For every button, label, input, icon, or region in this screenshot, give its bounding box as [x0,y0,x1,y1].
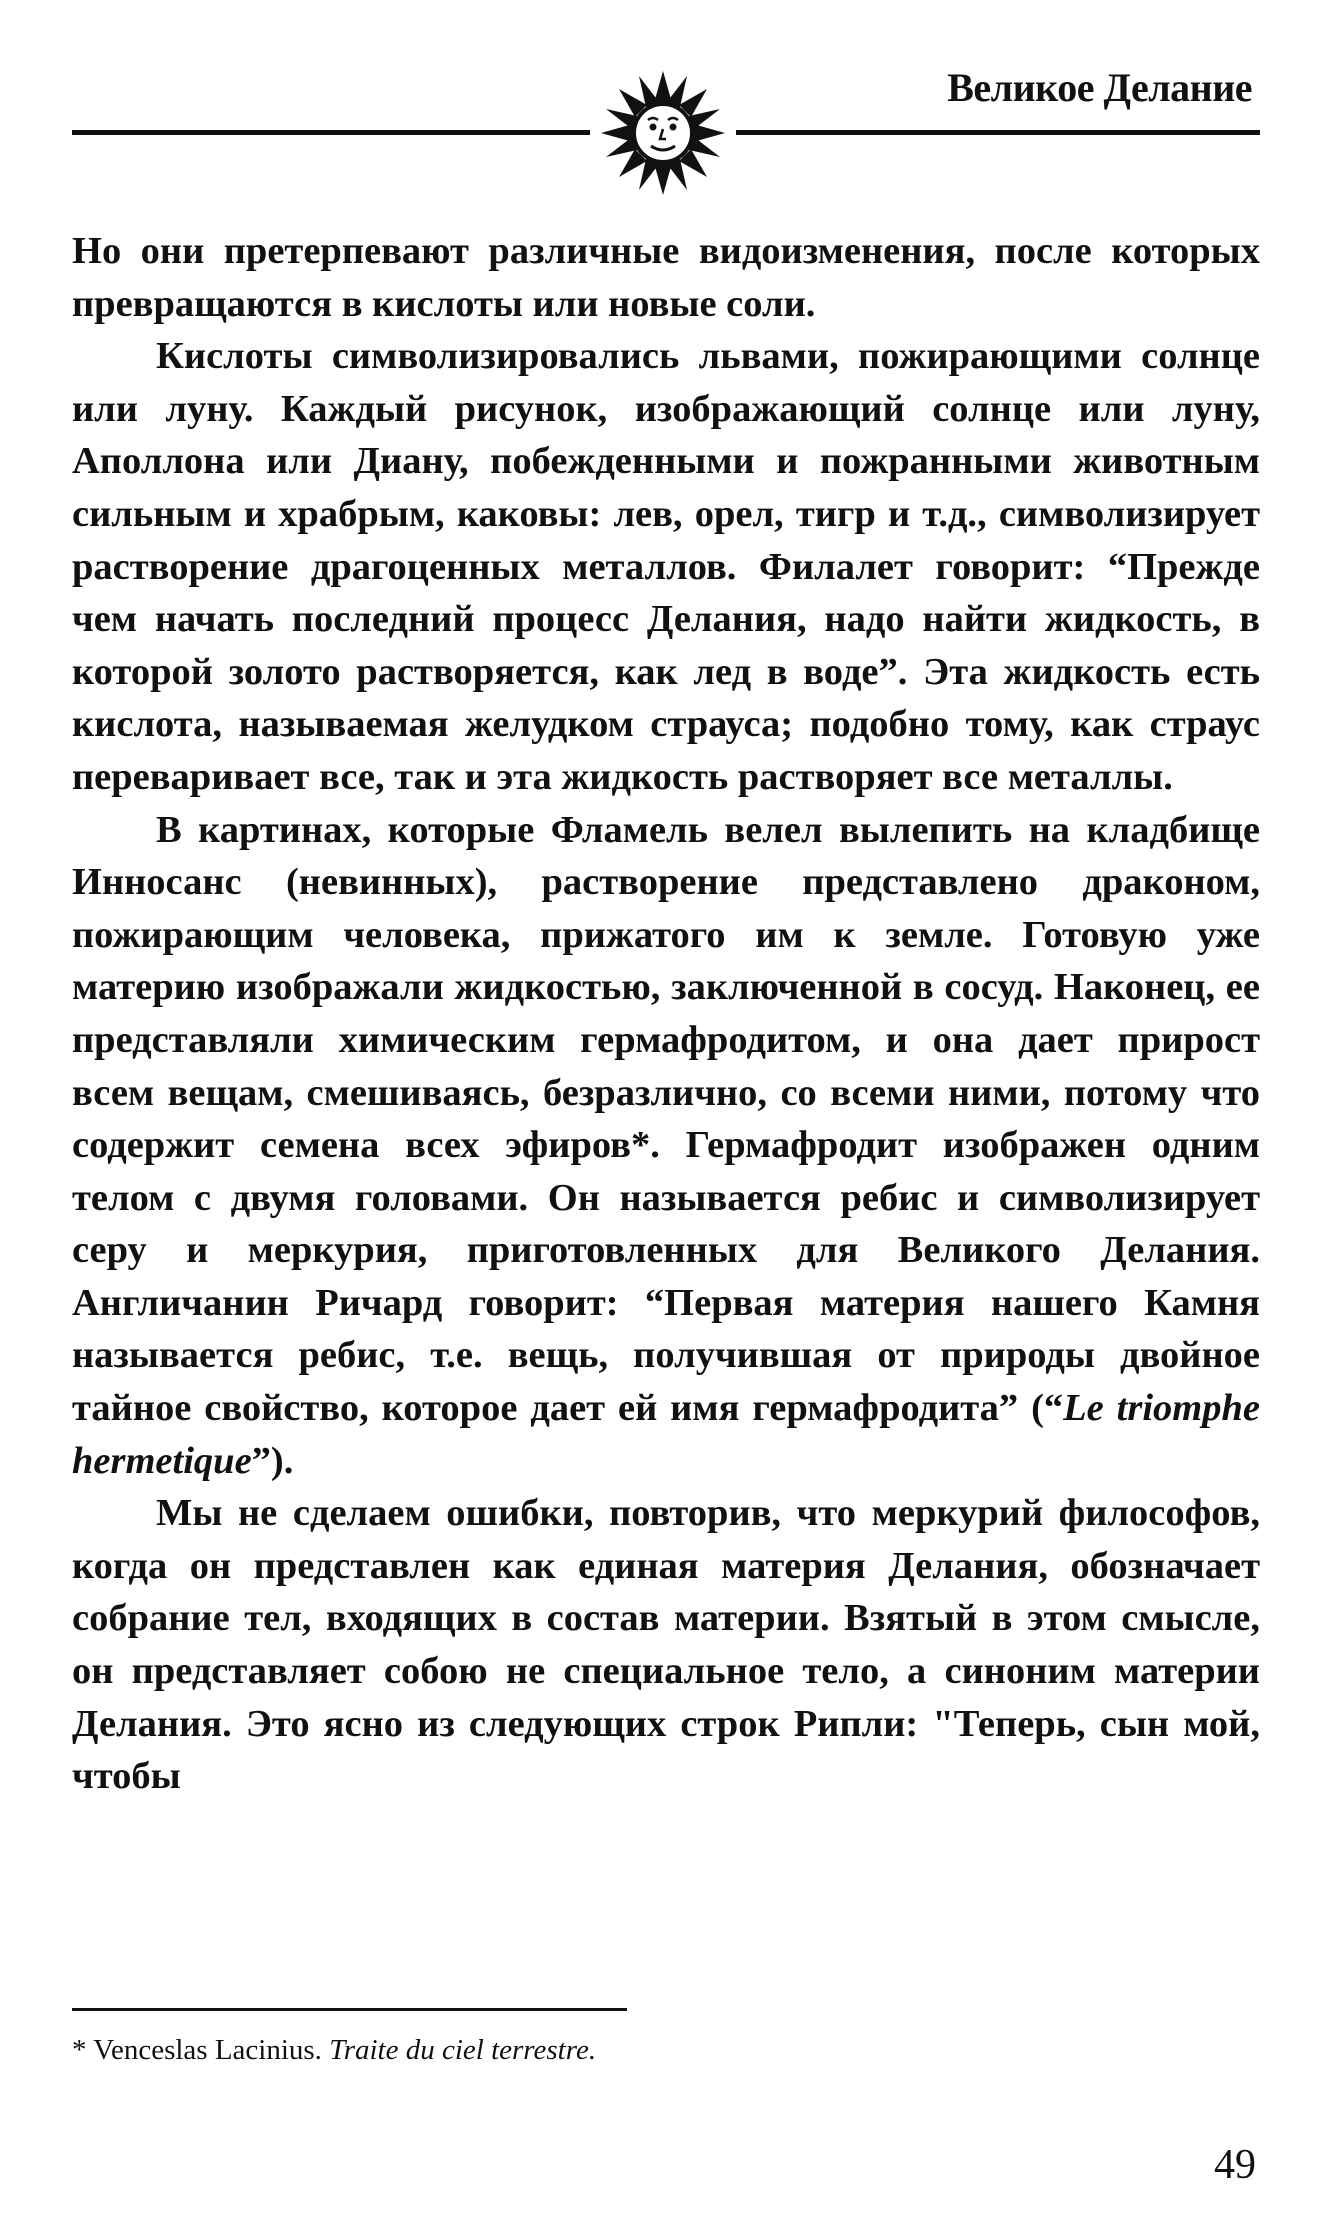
header-rule-left [72,130,590,135]
paragraph-3 [72,804,1260,1488]
page-header [72,62,1260,202]
sun-face-icon [590,68,736,198]
paragraph-3-end: ”). [251,1439,294,1482]
paragraph-1: Но они претерпевают различные видоизменения, после которых превращаются в кислоты или новые соли. [72,230,1260,325]
main-text [72,225,1260,1803]
footnote [72,2030,596,2070]
paragraph-2: Кислоты символизировались львами, пожирающими солнце или луну. Каждый рисунок, изображающий солнце или луну, Аполлона или Диану, побежденными и пожранными животным сильным и храбрым, каковы: лев, орел, тигр и т.д., символизирует растворение драгоценных металлов. Филалет говорит: “Прежде чем начать последний процесс Делания, надо найти жидкость, в которой золото растворяется, как лед в воде”. Эта жидкость есть кислота, называемая желудком страуса; подобно тому, как страус переваривает все, так и эта жидкость растворяет все металлы. [72,335,1260,798]
running-title: Великое Делание [947,65,1252,110]
header-rule-right [736,130,1260,135]
footnote-title: Traite du ciel terrestre. [329,2034,597,2066]
paragraph-3-text: В картинах, которые Фламель велел вылепить на кладбище Инносанс (невинных), растворение представлено драконом, пожирающим человека, прижатого им к земле. Готовую уже материю изображали жидкостью, заключенной в сосуд. Наконец, ее представляли химическим гермафродитом, и она дает прирост всем вещам, смешиваясь, безразлично, со всеми ними, потому что содержит семена всех эфиров*. Гермафродит изображен одним телом с двумя головами. Он называется ребис и символизирует серу и меркурия, приготовленных для Великого Делания. Англичанин Ричард говорит: “Первая материя нашего Камня называется ребис, т.е. вещь, получившая от природы двойное тайное свойство, которое дает ей имя гермафродита” (“ [72,808,1260,1430]
source-title: Le triomphe hermetique [72,1387,1260,1482]
footnote-marker: * [72,2034,87,2066]
page-number: 49 [1214,2142,1256,2188]
footnote-author: Venceslas Lacinius. [93,2034,322,2066]
paragraph-4: Мы не сделаем ошибки, повторив, что меркурий философов, когда он представлен как единая материя Делания, обозначает собрание тел, входящих в состав материи. Взятый в этом смысле, он представляет собою не специальное тело, а синоним материи Делания. Это ясно из следующих строк Рипли: "Теперь, сын мой, чтобы [72,1492,1260,1798]
footnote-rule [72,2008,627,2011]
